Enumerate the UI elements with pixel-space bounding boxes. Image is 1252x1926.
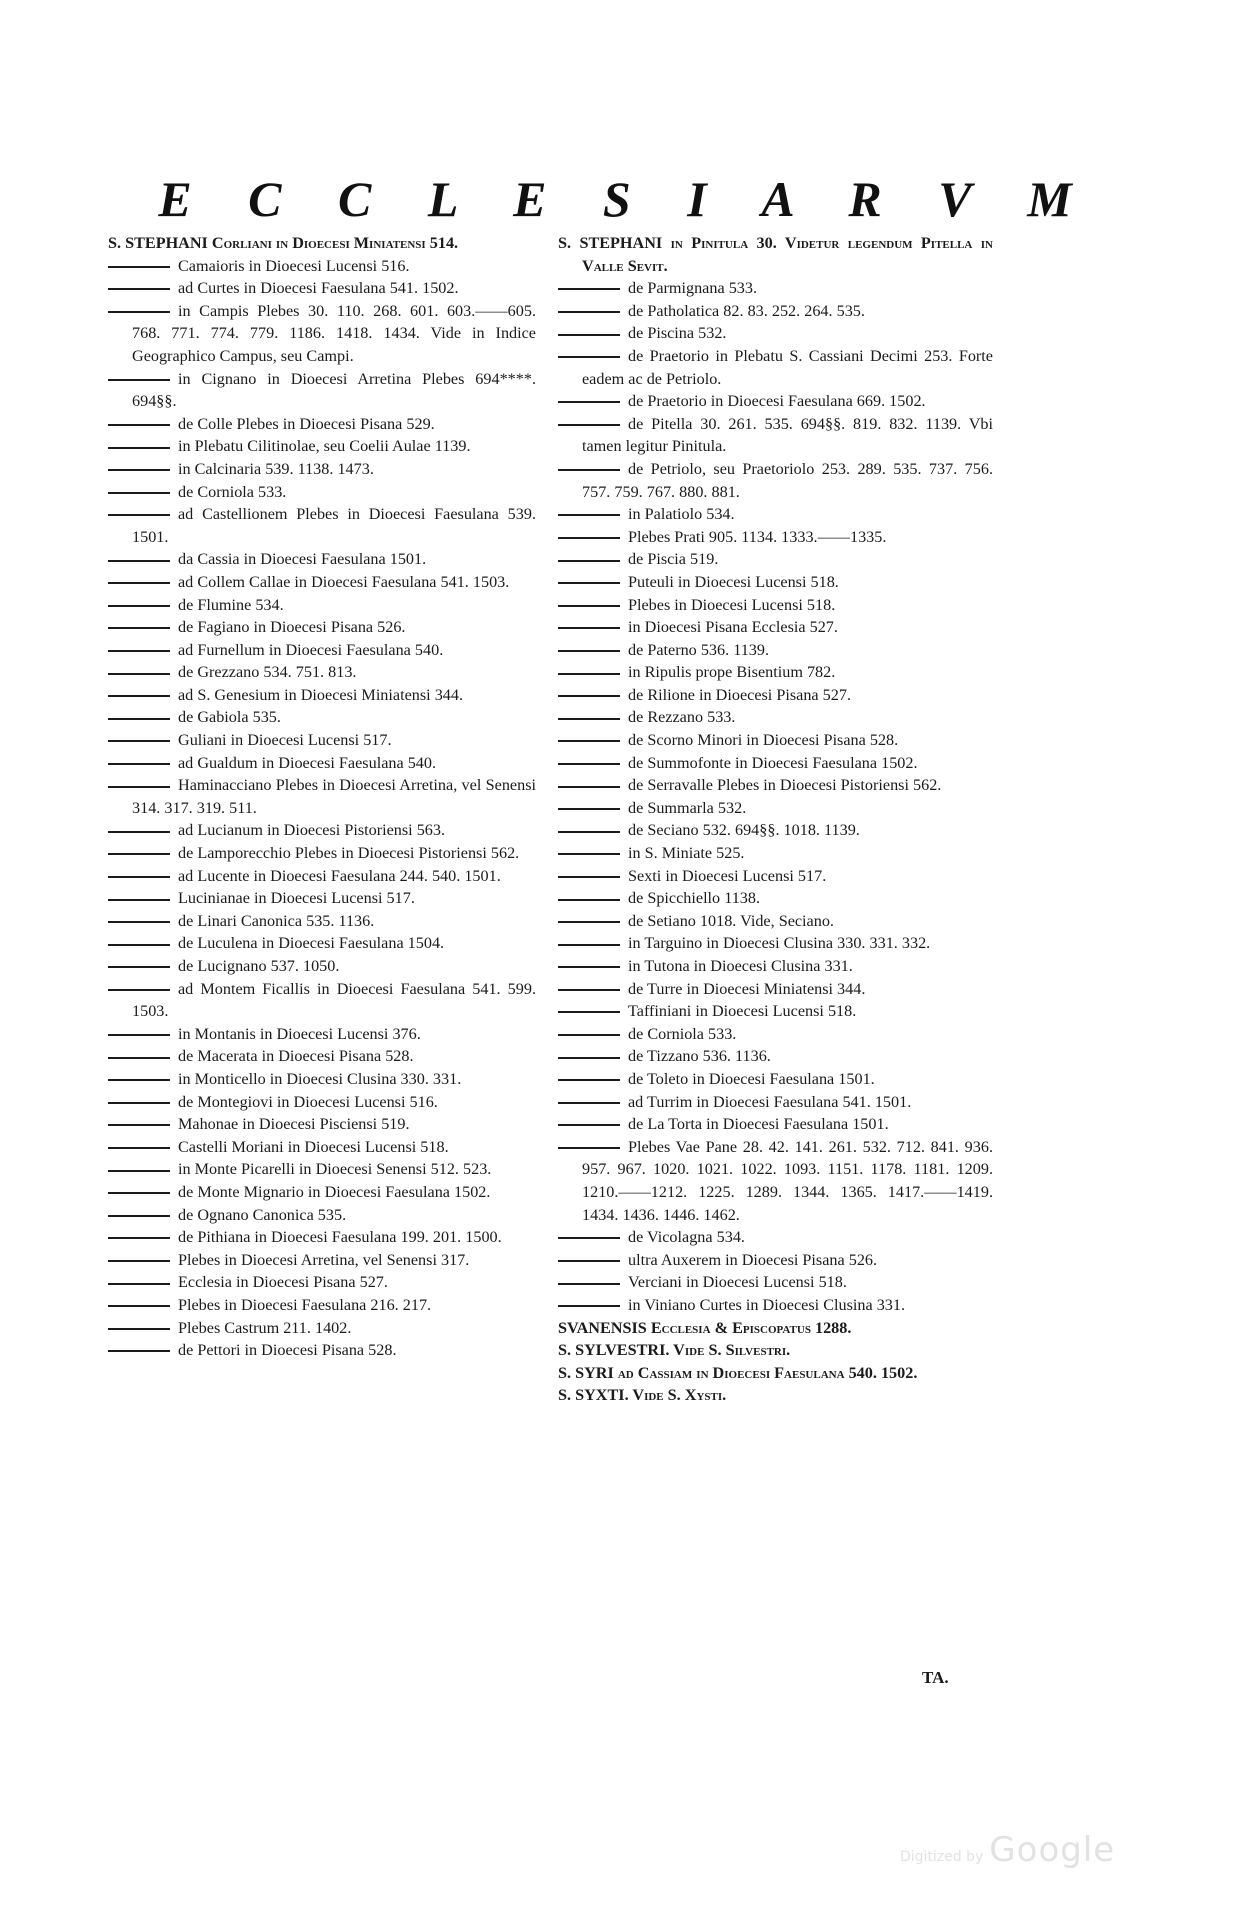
- entry-text: de Lucignano 537. 1050.: [178, 957, 340, 975]
- right-entry: [558, 1045, 993, 1068]
- right-entry: [558, 571, 993, 594]
- dash-rule: [108, 627, 170, 629]
- left-entry: [108, 1091, 536, 1114]
- right-entry: [558, 300, 993, 323]
- dash-rule: [108, 763, 170, 765]
- entry-text: de Luculena in Dioecesi Faesulana 1504.: [178, 934, 445, 953]
- dash-rule: [108, 1283, 170, 1285]
- entry-text: Sexti in Dioecesi Lucensi 517.: [628, 866, 827, 885]
- left-entry: [108, 639, 536, 662]
- right-entry: [558, 526, 993, 549]
- entry-text: de Parmignana 533.: [628, 279, 758, 298]
- entry-text: de Ognano Canonica 535.: [178, 1205, 347, 1224]
- right-entry: [558, 706, 993, 729]
- dash-rule: [108, 1147, 170, 1149]
- right-entry: [558, 594, 993, 617]
- dash-rule: [108, 1079, 170, 1081]
- dash-rule: [108, 944, 170, 946]
- right-entry: [558, 1339, 993, 1362]
- dash-rule: [108, 853, 170, 855]
- entry-text: de Monte Mignario in Dioecesi Faesulana 1502.: [178, 1182, 491, 1201]
- left-entry: [108, 1249, 536, 1272]
- entry-text: ad Curtes in Dioecesi Faesulana 541. 1502.: [178, 279, 459, 298]
- left-entry: [108, 819, 536, 842]
- entry-text: de Gabiola 535.: [178, 708, 281, 727]
- dash-rule: [558, 1034, 620, 1036]
- entry-text: de Pitella 30. 261. 535. 694§§. 819. 832. 1139. Vbi tamen legitur Pinitula.: [582, 414, 993, 456]
- left-entry: [108, 277, 536, 300]
- entry-text: de La Torta in Dioecesi Faesulana 1501.: [628, 1115, 889, 1134]
- right-entry: [558, 1091, 993, 1114]
- dash-rule: [108, 492, 170, 494]
- entry-text: S. SYRI ad Cassiam in Dioecesi Faesulana 540. 1502.: [558, 1363, 918, 1382]
- left-entry: [108, 616, 536, 639]
- entry-text: Lucinianae in Dioecesi Lucensi 517.: [178, 889, 415, 908]
- right-entry: [558, 1023, 993, 1046]
- right-entry: [558, 774, 993, 797]
- right-entry: [558, 458, 993, 503]
- dash-rule: [108, 1170, 170, 1172]
- dash-rule: [558, 1260, 620, 1262]
- right-entry: [558, 1000, 993, 1023]
- dash-rule: [108, 1034, 170, 1036]
- right-entry: [558, 616, 993, 639]
- entry-text: in Plebatu Cilitinolae, seu Coelii Aulae 1139.: [178, 437, 471, 456]
- entry-text: de Praetorio in Plebatu S. Cassiani Decimi 253. Forte eadem ac de Petriolo.: [582, 346, 993, 388]
- left-entry: [108, 978, 536, 1023]
- dash-rule: [108, 1057, 170, 1059]
- left-entry: [108, 865, 536, 888]
- entry-text: in Cignano in Dioecesi Arretina Plebes 694****. 694§§.: [132, 369, 536, 411]
- dash-rule: [108, 989, 170, 991]
- left-entry: [108, 300, 536, 368]
- dash-rule: [108, 718, 170, 720]
- left-entry: [108, 842, 536, 865]
- right-entry: [558, 413, 993, 458]
- entry-text: de Lamporecchio Plebes in Dioecesi Pistoriensi 562.: [178, 844, 520, 863]
- left-entry: [108, 413, 536, 436]
- entry-text: de Corniola 533.: [178, 482, 287, 501]
- left-entry: [108, 548, 536, 571]
- dash-rule: [558, 514, 620, 516]
- dash-rule: [558, 1079, 620, 1081]
- dash-rule: [108, 650, 170, 652]
- entry-text: in Campis Plebes 30. 110. 268. 601. 603.——605. 768. 771. 774. 779. 1186. 1418. 1434. Vide in Indice Geographico Campus, seu Campi.: [132, 301, 536, 365]
- dash-rule: [558, 944, 620, 946]
- dash-rule: [558, 627, 620, 629]
- entry-text: S. SYLVESTRI. Vide S. Silvestri.: [558, 1341, 791, 1360]
- right-entry: [558, 1068, 993, 1091]
- entry-text: de Montegiovi in Dioecesi Lucensi 516.: [178, 1092, 438, 1111]
- dash-rule: [558, 695, 620, 697]
- watermark-prefix: Digitized by: [900, 1849, 984, 1865]
- entry-text: in Palatiolo 534.: [628, 505, 735, 524]
- dash-rule: [108, 695, 170, 697]
- dash-rule: [108, 469, 170, 471]
- entry-text: de Praetorio in Dioecesi Faesulana 669. 1502.: [628, 392, 926, 411]
- entry-text: Plebes in Dioecesi Faesulana 216. 217.: [178, 1295, 432, 1314]
- dash-rule: [558, 718, 620, 720]
- entry-text: in Ripulis prope Bisentium 782.: [628, 663, 836, 682]
- left-entry: [108, 706, 536, 729]
- left-entry: [108, 232, 536, 255]
- entry-text: in Montanis in Dioecesi Lucensi 376.: [178, 1024, 421, 1043]
- left-entry: [108, 1045, 536, 1068]
- dash-rule: [108, 582, 170, 584]
- dash-rule: [558, 288, 620, 290]
- right-entry: [558, 1271, 993, 1294]
- right-entry: [558, 865, 993, 888]
- left-entry: [108, 932, 536, 955]
- right-entry: [558, 390, 993, 413]
- entry-text: de Flumine 534.: [178, 595, 284, 614]
- dash-rule: [558, 740, 620, 742]
- left-entry: [108, 774, 536, 819]
- entry-text: de Spicchiello 1138.: [628, 889, 761, 908]
- entry-text: in S. Miniate 525.: [628, 844, 745, 863]
- entry-text: Plebes Prati 905. 1134. 1333.——1335.: [628, 527, 887, 546]
- entry-text: de Summarla 532.: [628, 798, 747, 817]
- entry-text: de Piscina 532.: [628, 324, 727, 343]
- entry-text: de Seciano 532. 694§§. 1018. 1139.: [628, 821, 860, 840]
- dash-rule: [558, 1124, 620, 1126]
- dash-rule: [558, 989, 620, 991]
- dash-rule: [108, 288, 170, 290]
- catchword: TA.: [922, 1668, 949, 1687]
- dash-rule: [558, 1011, 620, 1013]
- dash-rule: [558, 808, 620, 810]
- entry-text: ultra Auxerem in Dioecesi Pisana 526.: [628, 1250, 878, 1269]
- dash-rule: [108, 1192, 170, 1194]
- right-entry: [558, 910, 993, 933]
- right-entry: [558, 684, 993, 707]
- dash-rule: [108, 899, 170, 901]
- right-entry: [558, 1249, 993, 1272]
- entry-text: de Linari Canonica 535. 1136.: [178, 911, 375, 930]
- entry-text: in Monte Picarelli in Dioecesi Senensi 512. 523.: [178, 1160, 492, 1179]
- left-entry: [108, 255, 536, 278]
- entry-text: de Tizzano 536. 1136.: [628, 1047, 771, 1066]
- dash-rule: [108, 1350, 170, 1352]
- dash-rule: [558, 899, 620, 901]
- dash-rule: [108, 1237, 170, 1239]
- right-entry: [558, 345, 993, 390]
- dash-rule: [558, 1237, 620, 1239]
- entry-text: Ecclesia in Dioecesi Pisana 527.: [178, 1273, 388, 1292]
- left-entry: [108, 503, 536, 548]
- left-column: [108, 232, 536, 1362]
- dash-rule: [558, 560, 620, 562]
- dash-rule: [108, 266, 170, 268]
- dash-rule: [558, 1305, 620, 1307]
- dash-rule: [108, 1328, 170, 1330]
- entry-text: de Fagiano in Dioecesi Pisana 526.: [178, 618, 406, 637]
- right-entry: [558, 1136, 993, 1226]
- entry-text: S. STEPHANI in Pinitula 30. Videtur legendum Pitella in Valle Sevit.: [558, 234, 993, 275]
- left-entry: [108, 1113, 536, 1136]
- right-entry: [558, 978, 993, 1001]
- left-entry: [108, 481, 536, 504]
- entry-text: ad Castellionem Plebes in Dioecesi Faesulana 539. 1501.: [132, 505, 536, 546]
- dash-rule: [558, 401, 620, 403]
- entry-text: Verciani in Dioecesi Lucensi 518.: [628, 1273, 847, 1292]
- entry-text: de Setiano 1018. Vide, Seciano.: [628, 911, 834, 930]
- dash-rule: [108, 673, 170, 675]
- entry-text: ad Lucianum in Dioecesi Pistoriensi 563.: [178, 821, 446, 840]
- entry-text: de Paterno 536. 1139.: [628, 640, 770, 659]
- right-entry: [558, 797, 993, 820]
- left-entry: [108, 1181, 536, 1204]
- right-entry: [558, 1226, 993, 1249]
- dash-rule: [558, 537, 620, 539]
- dash-rule: [108, 1102, 170, 1104]
- dash-rule: [558, 966, 620, 968]
- left-entry: [108, 729, 536, 752]
- left-entry: [108, 1136, 536, 1159]
- dash-rule: [108, 514, 170, 516]
- entry-text: de Corniola 533.: [628, 1024, 737, 1043]
- entry-text: SVANENSIS Ecclesia & Episcopatus 1288.: [558, 1318, 852, 1337]
- dash-rule: [558, 673, 620, 675]
- entry-text: Mahonae in Dioecesi Pisciensi 519.: [178, 1115, 410, 1134]
- dash-rule: [558, 650, 620, 652]
- right-entry: [558, 1384, 993, 1407]
- dash-rule: [558, 334, 620, 336]
- right-entry: [558, 955, 993, 978]
- entry-text: de Patholatica 82. 83. 252. 264. 535.: [628, 301, 865, 320]
- dash-rule: [108, 1260, 170, 1262]
- entry-text: de Pettori in Dioecesi Pisana 528.: [178, 1341, 397, 1360]
- entry-text: ad Montem Ficallis in Dioecesi Faesulana 541. 599. 1503.: [132, 979, 536, 1021]
- right-entry: [558, 887, 993, 910]
- right-entry: [558, 639, 993, 662]
- entry-text: de Grezzano 534. 751. 813.: [178, 663, 357, 682]
- dash-rule: [108, 831, 170, 833]
- entry-text: de Serravalle Plebes in Dioecesi Pistoriensi 562.: [628, 776, 942, 795]
- entry-text: de Rezzano 533.: [628, 708, 736, 727]
- entry-text: Haminacciano Plebes in Dioecesi Arretina, vel Senensi 314. 317. 319. 511.: [132, 776, 536, 817]
- left-entry: [108, 910, 536, 933]
- dash-rule: [558, 1147, 620, 1149]
- dash-rule: [558, 356, 620, 358]
- dash-rule: [108, 740, 170, 742]
- entry-text: da Cassia in Dioecesi Faesulana 1501.: [178, 550, 427, 569]
- dash-rule: [108, 921, 170, 923]
- dash-rule: [558, 921, 620, 923]
- right-entry: [558, 661, 993, 684]
- dash-rule: [108, 311, 170, 313]
- left-entry: [108, 1158, 536, 1181]
- dash-rule: [558, 1102, 620, 1104]
- right-entry: [558, 1294, 993, 1317]
- dash-rule: [558, 853, 620, 855]
- entry-text: de Summofonte in Dioecesi Faesulana 1502.: [628, 753, 918, 772]
- left-entry: [108, 458, 536, 481]
- dash-rule: [108, 605, 170, 607]
- left-entry: [108, 684, 536, 707]
- left-entry: [108, 1294, 536, 1317]
- dash-rule: [108, 786, 170, 788]
- entry-text: de Rilione in Dioecesi Pisana 527.: [628, 685, 851, 704]
- entry-text: Plebes in Dioecesi Arretina, vel Senensi 317.: [178, 1250, 470, 1269]
- dash-rule: [558, 786, 620, 788]
- entry-text: Taffiniani in Dioecesi Lucensi 518.: [628, 1002, 857, 1021]
- dash-rule: [558, 311, 620, 313]
- left-entry: [108, 435, 536, 458]
- dash-rule: [108, 424, 170, 426]
- left-entry: [108, 752, 536, 775]
- entry-text: de Vicolagna 534.: [628, 1228, 745, 1247]
- right-entry: [558, 752, 993, 775]
- dash-rule: [108, 876, 170, 878]
- entry-text: de Petriolo, seu Praetoriolo 253. 289. 535. 737. 756. 757. 759. 767. 880. 881.: [582, 459, 993, 501]
- right-entry: [558, 819, 993, 842]
- entry-text: Plebes Castrum 211. 1402.: [178, 1318, 352, 1337]
- dash-rule: [558, 424, 620, 426]
- left-entry: [108, 661, 536, 684]
- dash-rule: [108, 447, 170, 449]
- entry-text: in Calcinaria 539. 1138. 1473.: [178, 459, 374, 478]
- entry-text: S. STEPHANI Corliani in Dioecesi Miniatensi 514.: [108, 234, 459, 252]
- dash-rule: [108, 1305, 170, 1307]
- entry-text: ad Lucente in Dioecesi Faesulana 244. 540. 1501.: [178, 866, 501, 885]
- entry-text: in Targuino in Dioecesi Clusina 330. 331. 332.: [628, 934, 931, 953]
- entry-text: Camaioris in Dioecesi Lucensi 516.: [178, 256, 410, 275]
- dash-rule: [108, 966, 170, 968]
- entry-text: Plebes in Dioecesi Lucensi 518.: [628, 595, 836, 614]
- entry-text: de Toleto in Dioecesi Faesulana 1501.: [628, 1069, 875, 1088]
- watermark: [900, 1830, 1115, 1870]
- watermark-brand: Google: [989, 1830, 1116, 1870]
- left-entry: [108, 1204, 536, 1227]
- left-entry: [108, 571, 536, 594]
- left-entry: [108, 1339, 536, 1362]
- dash-rule: [558, 763, 620, 765]
- right-entry: [558, 277, 993, 300]
- dash-rule: [108, 1124, 170, 1126]
- dash-rule: [558, 1057, 620, 1059]
- right-entry: [558, 548, 993, 571]
- right-entry: [558, 1317, 993, 1340]
- left-entry: [108, 594, 536, 617]
- entry-text: Plebes Vae Pane 28. 42. 141. 261. 532. 712. 841. 936. 957. 967. 1020. 1021. 1022. 1093. 1151. 1178. 1181. 1209. 1210.——1212. 1225. 1289. 1344. 1365. 1417.——1419. 1434. 1436. 1446. 1462.: [582, 1137, 993, 1224]
- entry-text: S. SYXTI. Vide S. Xysti.: [558, 1386, 727, 1405]
- dash-rule: [558, 605, 620, 607]
- left-entry: [108, 1023, 536, 1046]
- entry-text: ad S. Genesium in Dioecesi Miniatensi 344.: [178, 685, 464, 704]
- right-column: [558, 232, 993, 1407]
- entry-text: de Colle Plebes in Dioecesi Pisana 529.: [178, 414, 435, 433]
- entry-text: de Macerata in Dioecesi Pisana 528.: [178, 1047, 414, 1066]
- entry-text: ad Turrim in Dioecesi Faesulana 541. 1501.: [628, 1092, 912, 1111]
- left-entry: [108, 1317, 536, 1340]
- entry-text: Castelli Moriani in Dioecesi Lucensi 518.: [178, 1137, 449, 1156]
- dash-rule: [558, 469, 620, 471]
- dash-rule: [108, 560, 170, 562]
- right-entry: [558, 503, 993, 526]
- right-entry: [558, 842, 993, 865]
- entry-text: ad Gualdum in Dioecesi Faesulana 540.: [178, 753, 437, 772]
- left-entry: [108, 1226, 536, 1249]
- entry-text: in Monticello in Dioecesi Clusina 330. 331.: [178, 1069, 462, 1088]
- entry-text: de Pithiana in Dioecesi Faesulana 199. 201. 1500.: [178, 1228, 502, 1247]
- dash-rule: [558, 1283, 620, 1285]
- right-entry: [558, 932, 993, 955]
- left-entry: [108, 1271, 536, 1294]
- entry-text: Guliani in Dioecesi Lucensi 517.: [178, 731, 392, 750]
- left-entry: [108, 887, 536, 910]
- entry-text: in Viniano Curtes in Dioecesi Clusina 331.: [628, 1295, 906, 1314]
- entry-text: in Tutona in Dioecesi Clusina 331.: [628, 957, 853, 975]
- left-entry: [108, 368, 536, 413]
- entry-text: de Turre in Dioecesi Miniatensi 344.: [628, 979, 866, 998]
- entry-text: in Dioecesi Pisana Ecclesia 527.: [628, 618, 838, 637]
- right-entry: [558, 232, 993, 277]
- page-title: E C C L E S I A R V M: [158, 171, 1094, 227]
- dash-rule: [108, 379, 170, 381]
- dash-rule: [558, 582, 620, 584]
- right-entry: [558, 1113, 993, 1136]
- entry-text: de Piscia 519.: [628, 550, 719, 569]
- right-entry: [558, 729, 993, 752]
- entry-text: Puteuli in Dioecesi Lucensi 518.: [628, 572, 839, 591]
- entry-text: ad Furnellum in Dioecesi Faesulana 540.: [178, 640, 444, 659]
- right-entry: [558, 1362, 993, 1385]
- entry-text: ad Collem Callae in Dioecesi Faesulana 541. 1503.: [178, 572, 510, 591]
- dash-rule: [558, 831, 620, 833]
- left-entry: [108, 955, 536, 978]
- dash-rule: [108, 1215, 170, 1217]
- dash-rule: [558, 876, 620, 878]
- right-entry: [558, 322, 993, 345]
- left-entry: [108, 1068, 536, 1091]
- entry-text: de Scorno Minori in Dioecesi Pisana 528.: [628, 731, 899, 750]
